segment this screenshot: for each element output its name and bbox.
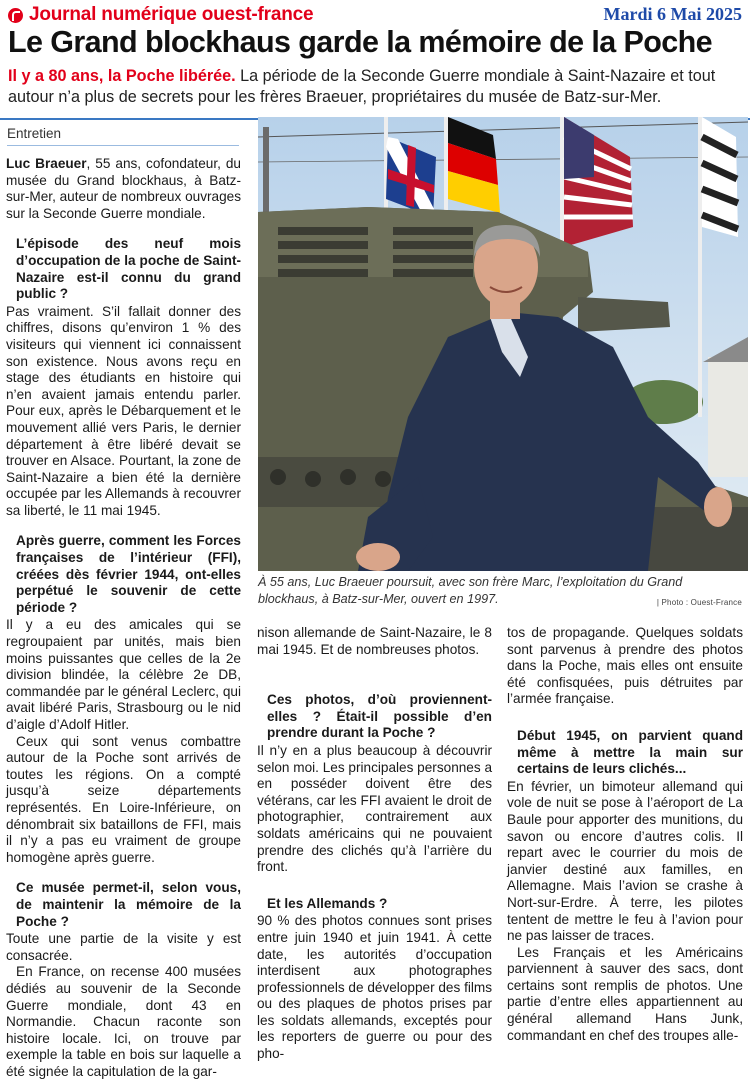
article-column-3 <box>507 625 743 1044</box>
section-label: Entretien <box>7 126 62 141</box>
question-5: Et les Allemands ? <box>267 895 388 911</box>
intro-paragraph <box>6 156 241 222</box>
masthead <box>0 0 750 28</box>
brand[interactable] <box>8 4 313 26</box>
answer-3-part-2: En France, on recense 400 musées dédiés au souvenir de la Seconde Guerre mondiale, dont 43 en Normandie. Chacun raconte son histoire locale. Ici, on trouve par exemple la table en bois sur laquelle a été signée la capitulation de la gar- <box>6 964 241 1079</box>
question-3: Ce musée permet-il, selon vous, de maintenir la mémoire de la Poche ? <box>16 880 241 929</box>
lede-text: La période de la Seconde Guerre mondiale à Saint-Nazaire et tout autour n’a plus de secrets pour les frères Braeuer, propriétaires du musée de Batz-sur-Mer. <box>8 67 716 106</box>
question-4: Ces photos, d’où proviennent-elles ? Était-il possible d’en prendre durant la Poche ? <box>267 692 492 741</box>
article-column-1 <box>6 156 241 1080</box>
answer-6-part-2: Les Français et les Américains parviennent à sauver des sacs, dont certains sont remplis de photos. Une partie d’entre elles appartiennent au général allemand Hans Junk, commandant en chef des troupes alle- <box>507 944 743 1043</box>
question-2: Après guerre, comment les Forces françaises de l’intérieur (FFI), créées dès février 1944, ont-elles perpétué le souvenir de cette période ? <box>16 533 241 615</box>
answer-3-part-1: Toute une partie de la visite y est consacrée. <box>6 931 241 963</box>
photo-caption: À 55 ans, Luc Braeuer poursuit, avec son frère Marc, l’exploitation du Grand blockhaus, à Batz-sur-Mer, ouvert en 1997. <box>258 575 683 606</box>
photo-credit: | Photo : Ouest-France <box>656 598 742 607</box>
answer-5: 90 % des photos connues sont prises entre juin 1940 et juin 1941. À cette date, les autorités d’occupation interdisent aux photographes professionnels de développer des films ou des plaques de photos prises par les soldats allemands, exceptés pour les reporters de guerre ou pour des pho- <box>257 913 493 1062</box>
lede <box>8 66 744 108</box>
answer-6-part-1: En février, un bimoteur allemand qui vole de nuit se pose à l’aéroport de La Baule pour apporter des munitions, du savon ou encore d’autres colis. Il repart avec le courrier du mois de janvier destiné aux familles, en Allemagne. Mais l’avion se crashe à Nort-sur-Erdre. À terre, les pilotes tentent de mettre le feu à l’avion pour ne pas laisser de traces. <box>507 778 743 944</box>
breton-flag-icon <box>702 117 738 237</box>
answer-2-part-2: Ceux qui sont venus combattre autour de la Poche sont arrivés de toutes les régions. On a compté jusqu’à seize départements représentés. En Loire-Inférieure, on dénombrait six bataillons de FFI, mais il n’y a pas eu vraiment de groupe homogène après guerre. <box>6 733 241 865</box>
intro-text: , 55 ans, cofondateur, du musée du Grand blockhaus, à Batz-sur-Mer, auteur de nombreux ouvrages sur la Seconde Guerre mondiale. <box>6 156 241 221</box>
issue-date: Mardi 6 Mai 2025 <box>603 4 742 24</box>
answer-5-continued: tos de propagande. Quelques soldats sont parvenus à prendre des photos dans la Poche, mais elles ont ensuite été confisquées, puis détruites par l’armée française. <box>507 625 743 707</box>
section-underline <box>7 145 239 146</box>
lede-kicker: Il y a 80 ans, la Poche libérée. <box>8 67 236 85</box>
answer-2-part-1: Il y a eu des amicales qui se regroupaient par unités, mais bien moins puissantes que celles de la 2e division blindée, la célèbre 2e DB, commandée par le général Leclerc, qui avait libéré Paris, Strasbourg ou le nid d’aigle d’Adolf Hitler. <box>6 617 242 732</box>
question-6: Début 1945, on parvient quand même à mettre la main sur certains de leurs clichés... <box>517 727 743 777</box>
answer-3-continued: nison allemande de Saint-Nazaire, le 8 mai 1945. Et de nombreuses photos. <box>257 625 492 657</box>
article-photo <box>258 117 748 571</box>
article-column-2 <box>257 625 492 1063</box>
answer-1: Pas vraiment. S’il fallait donner des chiffres, disons qu’environ 1 % des visiteurs qui viennent ici connaissent son existence. Nous avons reçu en stage des étudiants en histoire qui n’en avaient jamais entendu parler. Pour eux, après le Débarquement et le mouvement allié vers Paris, le dernier département à être libéré devait se trouver en Alsace. Pourtant, la zone de Saint-Nazaire a bien été la dernière occupée par les Allemands à recouvrer sa liberté, le 11 mai 1945. <box>6 303 241 518</box>
ouest-france-logo-icon <box>8 8 23 23</box>
interviewee-name: Luc Braeuer <box>6 156 87 171</box>
answer-4: Il n’y en a plus beaucoup à découvrir selon moi. Les principales personnes a en posséder doivent être des vétérans, car les FFI avaient le droit de photographier, contrairement aux soldats américains qui ne pouvaient prendre des clichés qu’à l’arrière du front. <box>257 742 493 875</box>
question-1: L’épisode des neuf mois d’occupation de la poche de Saint-Nazaire est-il connu du grand public ? <box>16 236 241 302</box>
tank-portrait-illustration <box>258 117 748 571</box>
brand-name: Journal numérique ouest-france <box>29 4 314 25</box>
headline: Le Grand blockhaus garde la mémoire de la Poche <box>8 25 713 59</box>
